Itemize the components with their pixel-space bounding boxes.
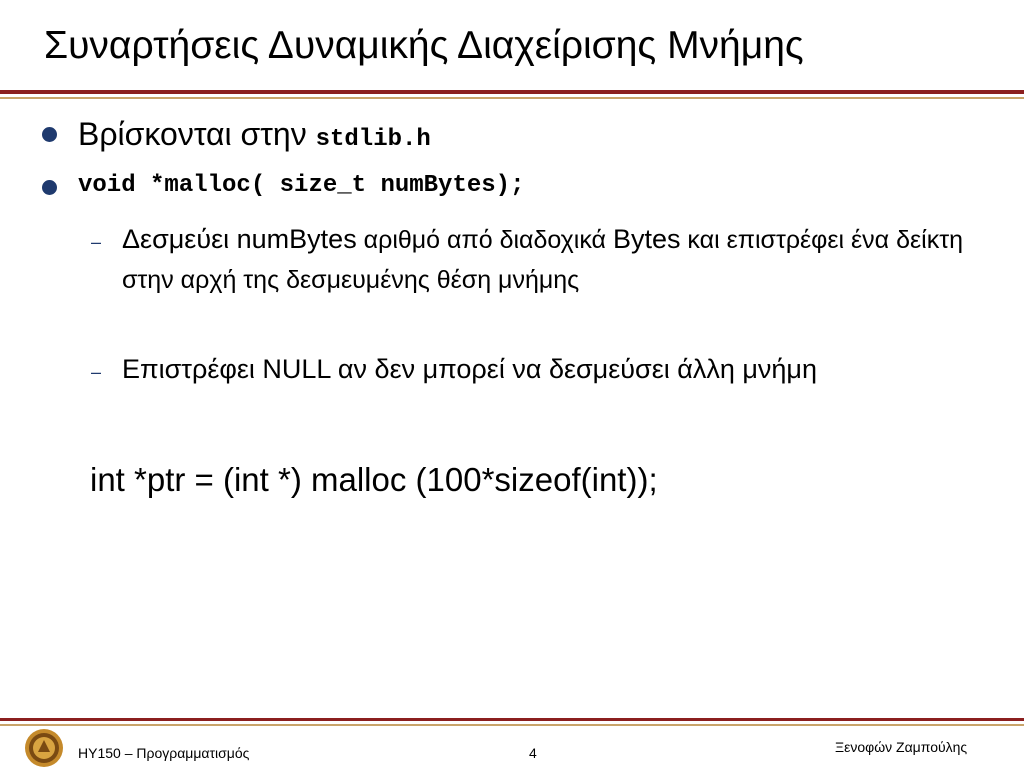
sub-bullet-dash: –: [91, 232, 102, 252]
header-rule-thin: [0, 97, 1024, 99]
footer-author: Ξενοφών Ζαμπούλης: [835, 739, 968, 755]
footer-course: ΗΥ150 – Προγραμματισμός: [78, 745, 250, 761]
slide-title: Συναρτήσεις Δυναμικής Διαχείρισης Μνήμης: [44, 24, 804, 67]
bullet-stdlib: [78, 112, 431, 162]
footer-rule-thin: [0, 724, 1024, 726]
code-example: int *ptr = (int *) malloc (100*sizeof(int));: [90, 461, 658, 498]
bullet-stdlib-text: Βρίσκονται στην: [78, 116, 316, 152]
sub-bullet-dash: –: [91, 362, 102, 382]
sub-bullet-allocates: [122, 220, 1002, 300]
footer-rule-thick: [0, 718, 1024, 721]
bullet-dot: [42, 127, 57, 142]
sub1-part4: Bytes: [612, 224, 681, 254]
bullet-dot: [42, 180, 57, 195]
sub1-part3: αριθμό από διαδοχικά: [356, 226, 613, 254]
sub1-part2: numBytes: [236, 224, 357, 254]
sub-bullet-returns-null: Επιστρέφει NULL αν δεν μπορεί να δεσμεύσει άλλη μνήμη: [122, 354, 817, 384]
sub1-part5: και επιστρέφει ένα δείκτη στην αρχή της δεσμευμένης θέση μνήμης: [122, 226, 963, 294]
sub1-part1: Δεσμεύει: [122, 224, 237, 254]
bullet-malloc-signature: void *malloc( size_t numBytes);: [78, 172, 525, 199]
header-rule-thick: [0, 90, 1024, 94]
bullet-stdlib-code: stdlib.h: [315, 126, 431, 153]
footer-page-number: 4: [529, 745, 537, 761]
university-seal-logo: [24, 728, 64, 768]
